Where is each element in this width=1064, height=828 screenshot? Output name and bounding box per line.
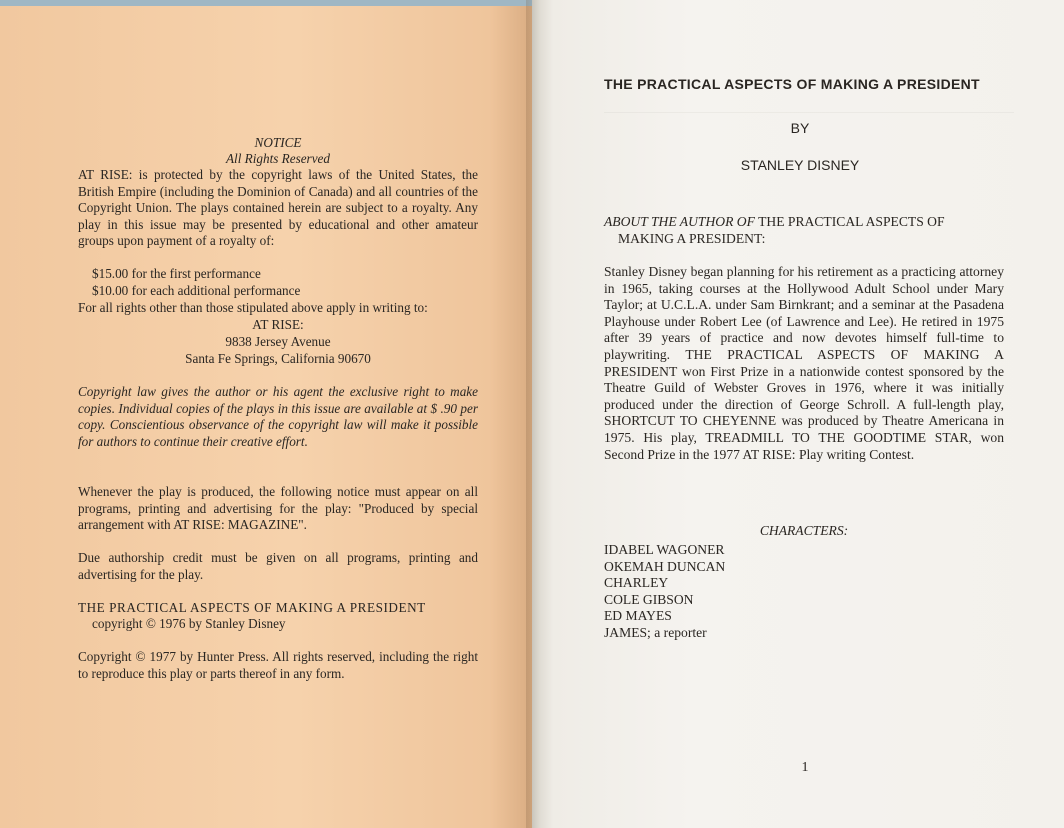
notice-heading: NOTICE [254, 135, 302, 150]
fee-additional: $10.00 for each additional performance [92, 283, 301, 298]
characters-heading: CHARACTERS: [759, 523, 849, 538]
character-item: ED MAYES [604, 608, 672, 624]
address-line-3: Santa Fe Springs, California 90670 [185, 351, 371, 366]
character-item: OKEMAH DUNCAN [604, 558, 726, 574]
copyright-paragraph: AT RISE: is protected by the copyright laws of the United States, the British Empire (including the Dominion of Canada) and all countries of the Copyright Union. The plays contained herein are subject to a royalty. Any play in this issue may be presented by educational and other amateur groups upon payment of a royalty of: [78, 167, 478, 249]
by-line: BY [790, 120, 810, 136]
fee-first: $15.00 for the first performance [92, 266, 261, 281]
character-item: IDABEL WAGONER [604, 542, 725, 557]
authorship-credit: Due authorship credit must be given on all programs, printing and advertising for the play. [78, 550, 478, 582]
play-copyright: copyright © 1976 by Stanley Disney [92, 616, 286, 631]
about-heading [604, 214, 1004, 231]
top-edge [0, 0, 532, 6]
about-heading-line2: MAKING A PRESIDENT: [618, 231, 766, 246]
character-item: COLE GIBSON [604, 591, 694, 607]
book-spine [526, 0, 540, 828]
press-copyright: Copyright © 1977 by Hunter Press. All rights reserved, including the right to reproduce this play or parts thereof in any form. [78, 649, 478, 681]
page-number: 1 [801, 760, 809, 775]
production-notice: Whenever the play is produced, the following notice must appear on all programs, printing and advertising for the play: "Produced by special arrangement with AT RISE: MAGAZINE". [78, 484, 478, 533]
author-name: STANLEY DISNEY [740, 157, 860, 173]
rights-application: For all rights other than those stipulated above apply in writing to: [78, 300, 428, 315]
characters-list [604, 542, 1004, 642]
character-item: JAMES; a reporter [604, 624, 707, 640]
about-heading-italic: ABOUT THE AUTHOR OF [604, 214, 755, 229]
play-title: THE PRACTICAL ASPECTS OF MAKING A PRESIDENT [604, 76, 980, 92]
about-heading-rest: THE PRACTICAL ASPECTS OF [754, 214, 945, 229]
rights-reserved: All Rights Reserved [225, 151, 330, 166]
character-item: CHARLEY [604, 575, 669, 591]
author-bio: Stanley Disney began planning for his retirement as a practicing attorney in 1965, taking courses at the Hollywood Adult School under Mary Taylor; at U.C.L.A. under Sam Birnkrant; and a seminar at the Pasadena Playhouse under Robert Lee (of Lawrence and Lee). He retired in 1975 after 39 years of practice and now devotes himself full-time to playwriting. THE PRACTICAL ASPECTS OF MAKING A PRESIDENT won First Prize in a nationwide contest sponsored by the Theatre Guild of Webster Groves in 1976, where it was initially produced under the direction of George Schroll. A full-length play, SHORTCUT TO CHEYENNE was produced by Theatre Americana in 1975. His play, TREADMILL TO THE GOODTIME STAR, won Second Prize in the 1977 AT RISE: Play writing Contest. [604, 264, 1004, 462]
copyright-law-paragraph: Copyright law gives the author or his agent the exclusive right to make copies. Individual copies of the plays in this issue are available at $ .90 per copy. Conscientious observance of the copyright law will make it possible for authors to continue their creative effort. [78, 384, 478, 449]
address-line-1: AT RISE: [252, 317, 304, 332]
play-title-line: THE PRACTICAL ASPECTS OF MAKING A PRESIDENT [78, 600, 426, 615]
address-line-2: 9838 Jersey Avenue [225, 334, 331, 349]
